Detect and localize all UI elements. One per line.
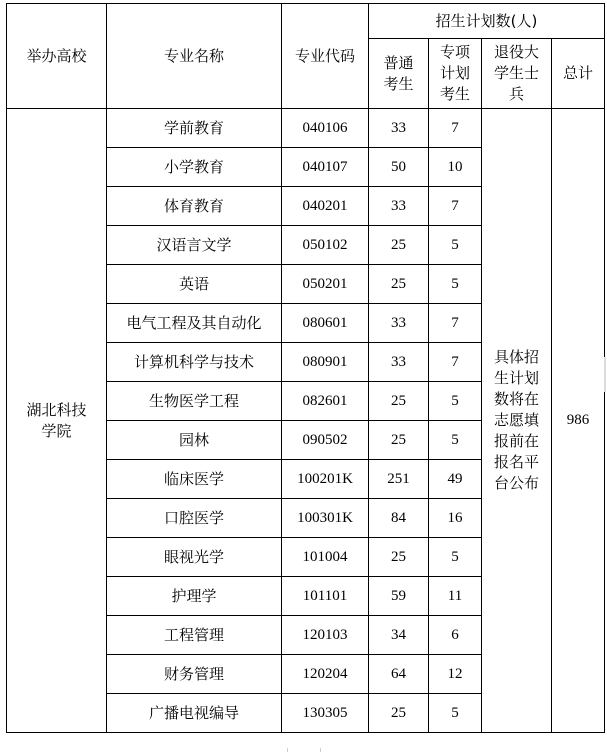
major-name: 英语 <box>107 265 282 304</box>
major-code: 050201 <box>282 265 369 304</box>
special-count: 5 <box>429 226 482 265</box>
major-name: 汉语言文学 <box>107 226 282 265</box>
major-code: 130305 <box>282 694 369 733</box>
major-code: 050102 <box>282 226 369 265</box>
major-code: 100201K <box>282 460 369 499</box>
special-count: 6 <box>429 616 482 655</box>
regular-count: 25 <box>369 694 429 733</box>
special-count: 5 <box>429 538 482 577</box>
major-name: 生物医学工程 <box>107 382 282 421</box>
enrollment-plan-table <box>6 3 605 733</box>
major-name: 体育教育 <box>107 187 282 226</box>
regular-count: 25 <box>369 265 429 304</box>
major-code: 100301K <box>282 499 369 538</box>
regular-count: 33 <box>369 304 429 343</box>
header-special-label: 专项计划考生 <box>439 43 470 103</box>
regular-count: 84 <box>369 499 429 538</box>
special-count: 7 <box>429 304 482 343</box>
regular-count: 64 <box>369 655 429 694</box>
regular-count: 59 <box>369 577 429 616</box>
school-cell <box>7 109 107 733</box>
major-code: 040107 <box>282 148 369 187</box>
special-count: 5 <box>429 694 482 733</box>
special-count: 12 <box>429 655 482 694</box>
special-count: 5 <box>429 421 482 460</box>
major-code: 101101 <box>282 577 369 616</box>
special-count: 49 <box>429 460 482 499</box>
major-code: 082601 <box>282 382 369 421</box>
major-code: 120204 <box>282 655 369 694</box>
header-total: 总计 <box>552 39 605 109</box>
major-name: 财务管理 <box>107 655 282 694</box>
special-count: 5 <box>429 382 482 421</box>
major-code: 040106 <box>282 109 369 148</box>
regular-count: 33 <box>369 343 429 382</box>
major-name: 园林 <box>107 421 282 460</box>
regular-count: 34 <box>369 616 429 655</box>
regular-count: 25 <box>369 226 429 265</box>
regular-count: 33 <box>369 109 429 148</box>
major-code: 080601 <box>282 304 369 343</box>
special-count: 11 <box>429 577 482 616</box>
major-name: 计算机科学与技术 <box>107 343 282 382</box>
major-code: 101004 <box>282 538 369 577</box>
special-count: 10 <box>429 148 482 187</box>
regular-count: 25 <box>369 382 429 421</box>
major-name: 小学教育 <box>107 148 282 187</box>
major-code: 120103 <box>282 616 369 655</box>
veteran-note-cell <box>482 109 552 733</box>
total-count: 986 <box>552 109 605 733</box>
header-veteran-label: 退役大学生士兵 <box>493 43 539 103</box>
header-major-code: 专业代码 <box>282 4 369 109</box>
major-name: 口腔医学 <box>107 499 282 538</box>
regular-count: 251 <box>369 460 429 499</box>
major-code: 080901 <box>282 343 369 382</box>
major-name: 广播电视编导 <box>107 694 282 733</box>
header-school: 举办高校 <box>7 4 107 109</box>
major-name: 学前教育 <box>107 109 282 148</box>
major-code: 040201 <box>282 187 369 226</box>
regular-count: 33 <box>369 187 429 226</box>
special-count: 7 <box>429 187 482 226</box>
major-name: 眼视光学 <box>107 538 282 577</box>
special-count: 16 <box>429 499 482 538</box>
header-plan-group: 招生计划数(人) <box>369 4 605 39</box>
school-name: 湖北科技学院 <box>26 400 87 440</box>
veteran-note: 具体招生计划数将在志愿填报前在报名平台公布 <box>493 348 539 492</box>
table-row <box>7 109 605 148</box>
major-name: 工程管理 <box>107 616 282 655</box>
page-edge-marker <box>604 357 606 392</box>
regular-count: 25 <box>369 421 429 460</box>
header-regular <box>369 39 429 109</box>
major-name: 电气工程及其自动化 <box>107 304 282 343</box>
header-major-name: 专业名称 <box>107 4 282 109</box>
special-count: 7 <box>429 109 482 148</box>
header-veteran <box>482 39 552 109</box>
page-bottom-marker <box>287 748 321 752</box>
special-count: 5 <box>429 265 482 304</box>
header-special <box>429 39 482 109</box>
major-name: 临床医学 <box>107 460 282 499</box>
header-regular-label: 普通考生 <box>383 53 414 93</box>
special-count: 7 <box>429 343 482 382</box>
regular-count: 25 <box>369 538 429 577</box>
major-name: 护理学 <box>107 577 282 616</box>
regular-count: 50 <box>369 148 429 187</box>
major-code: 090502 <box>282 421 369 460</box>
